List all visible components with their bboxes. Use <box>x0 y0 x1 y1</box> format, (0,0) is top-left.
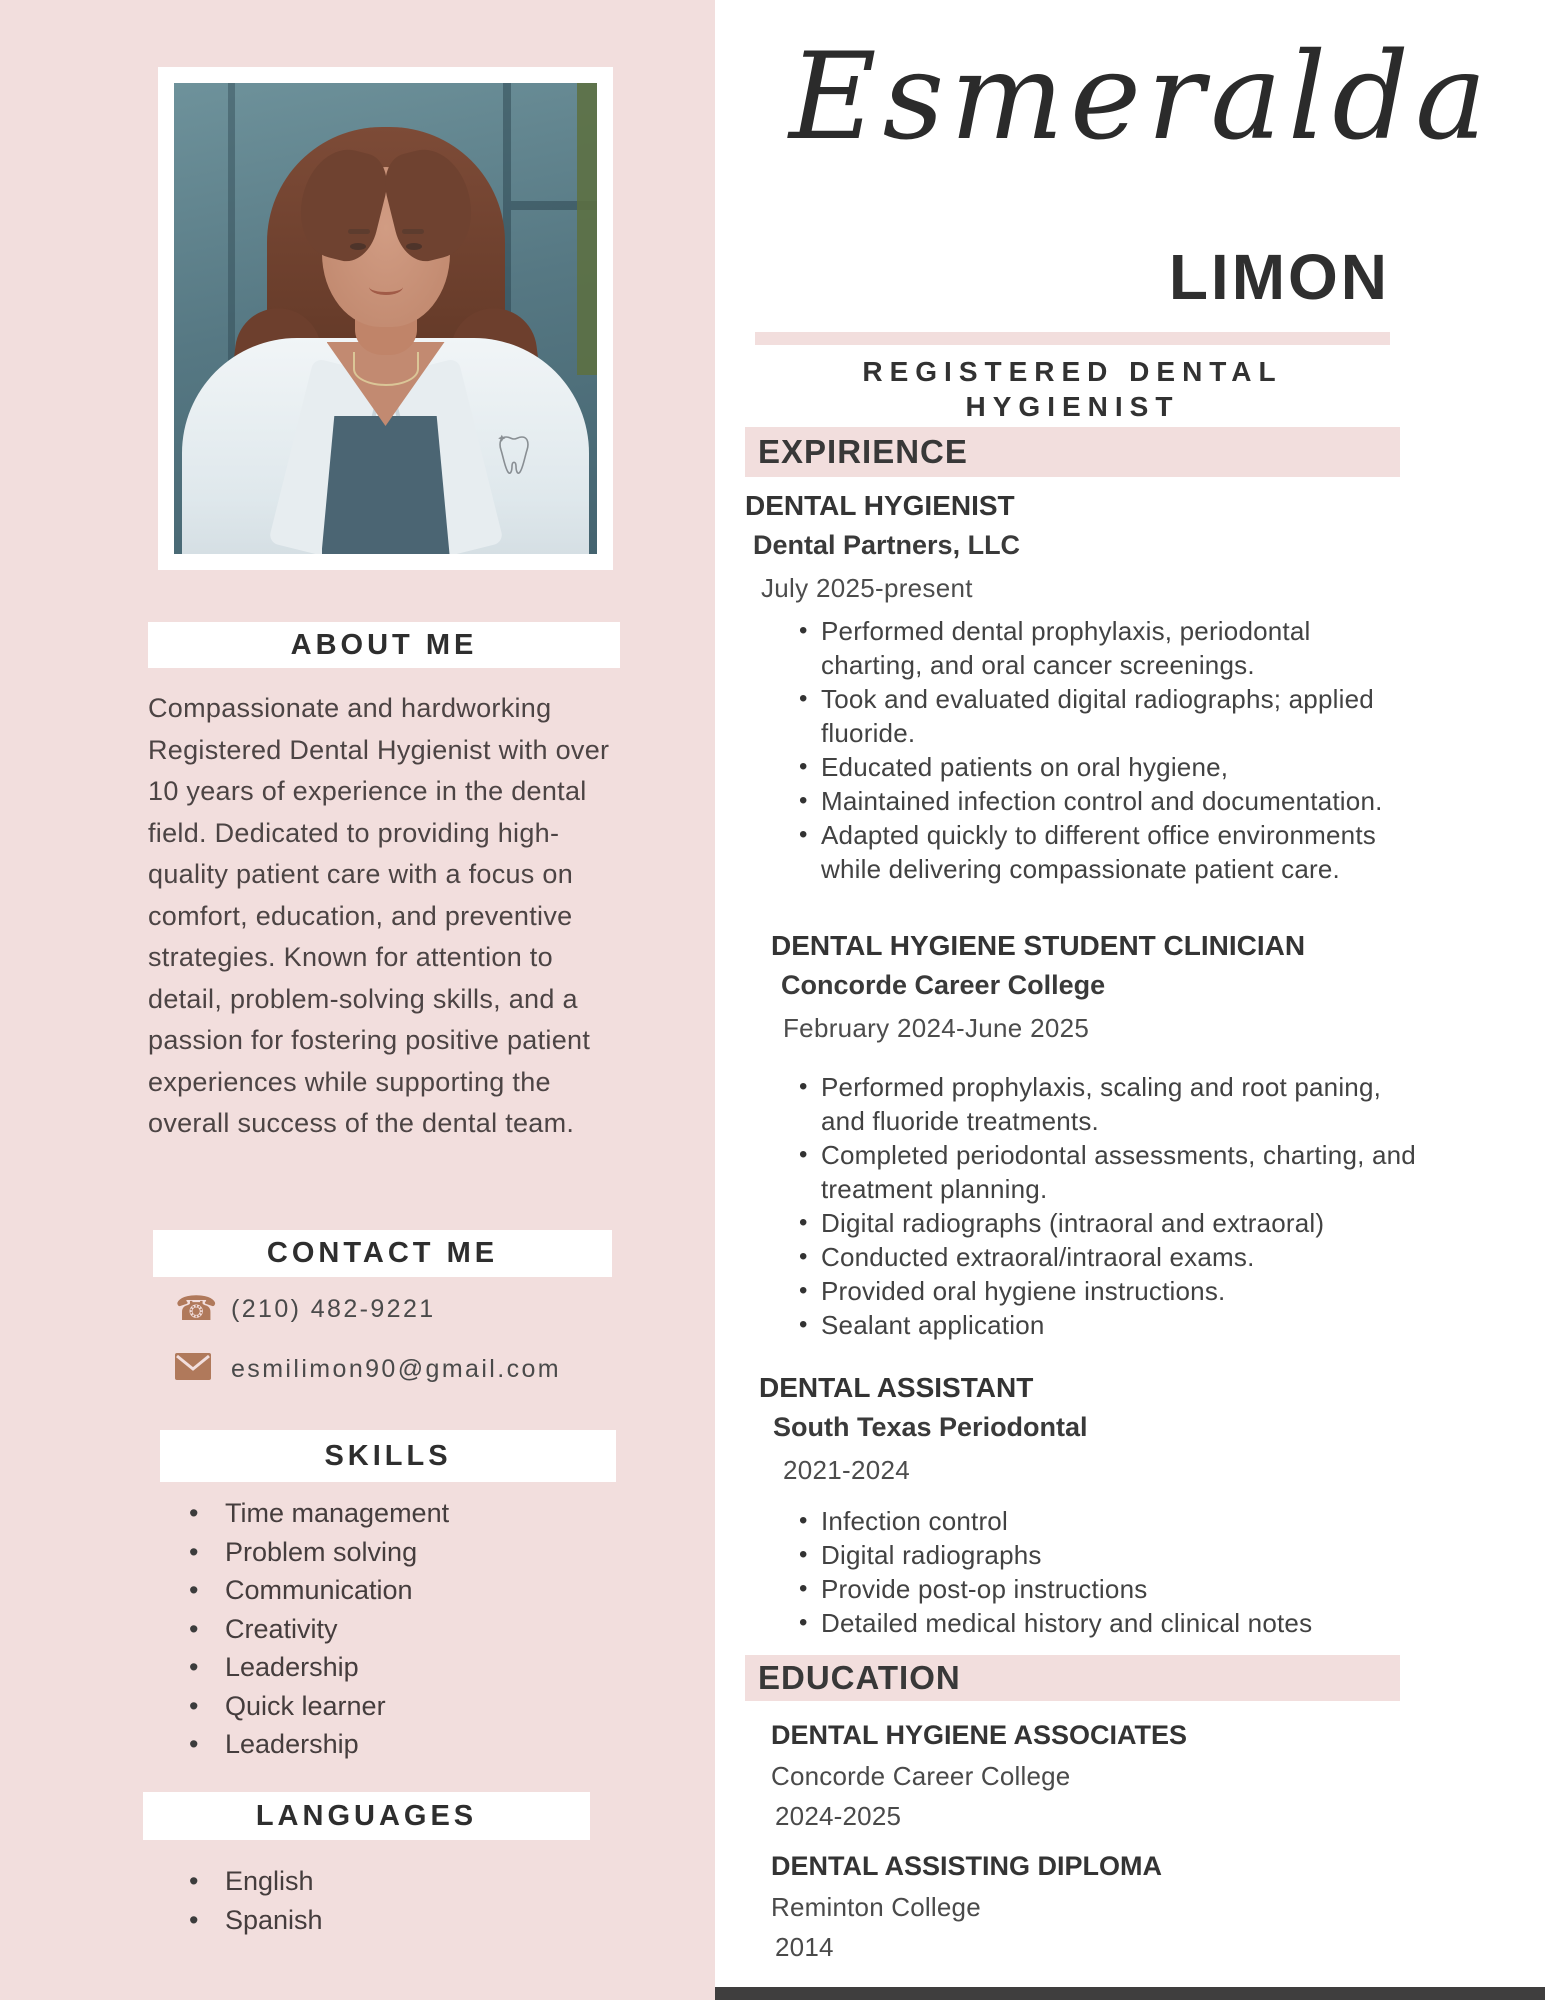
job-bullet: • Digital radiographs (intraoral and extraoral) <box>793 1206 1417 1240</box>
skill-item: • Creativity <box>183 1610 449 1649</box>
job-bullets <box>745 1070 1417 1342</box>
education-school: Reminton College <box>771 1892 981 1922</box>
profile-photo-image <box>174 83 597 554</box>
job-title: DENTAL ASSISTANT <box>759 1372 1034 1403</box>
language-item: • Spanish <box>183 1901 323 1940</box>
job-bullet: • Infection control <box>793 1504 1417 1538</box>
experience-jobs <box>745 490 1417 1640</box>
job-bullets <box>745 1504 1417 1640</box>
job-company: South Texas Periodontal <box>773 1412 1088 1442</box>
about-me-text: Compassionate and hardworking Registered Dental Hygienist with over 10 years of experience in the dental field. Dedicated to providing high-quality patient care with a focus on comfort, education, and preventive strategies. Known for attention to detail, problem-solving skills, and a passion for fostering positive patient experiences while supporting the overall success of the dental team. <box>148 693 610 1138</box>
job-title: DENTAL HYGIENE STUDENT CLINICIAN <box>771 930 1306 961</box>
job-title: DENTAL HYGIENIST <box>745 490 1015 521</box>
education-degree: DENTAL ASSISTING DIPLOMA <box>771 1851 1163 1881</box>
job-bullet: • Sealant application <box>793 1308 1417 1342</box>
job-company: Dental Partners, LLC <box>753 530 1021 560</box>
about-me-header <box>148 622 620 668</box>
job-bullet: • Took and evaluated digital radiographs; applied fluoride. <box>793 682 1417 750</box>
skill-item: • Communication <box>183 1571 449 1610</box>
experience-title: EXPIRIENCE <box>758 433 968 470</box>
education-degree: DENTAL HYGIENE ASSOCIATES <box>771 1720 1188 1750</box>
languages-title: LANGUAGES <box>255 1799 478 1832</box>
skill-item: • Quick learner <box>183 1687 449 1726</box>
last-name: LIMON <box>1168 241 1390 313</box>
phone-number: (210) 482-9221 <box>231 1294 436 1323</box>
education-entry <box>745 1851 1405 1962</box>
experience-job <box>745 490 1417 886</box>
education-dates: 2014 <box>775 1932 834 1962</box>
main-column <box>715 0 1545 2000</box>
job-bullet: • Conducted extraoral/intraoral exams. <box>793 1240 1417 1274</box>
skill-item: • Leadership <box>183 1648 449 1687</box>
education-section-header <box>745 1655 1400 1701</box>
phone-icon: ☎ <box>175 1290 218 1328</box>
role-line-1: REGISTERED DENTAL <box>862 356 1283 387</box>
languages-header <box>143 1792 590 1840</box>
job-dates: 2021-2024 <box>783 1455 911 1485</box>
skills-header <box>160 1430 616 1482</box>
job-dates: February 2024-June 2025 <box>783 1013 1090 1043</box>
phone-row <box>175 1292 655 1326</box>
job-bullet: • Performed prophylaxis, scaling and root paning, and fluoride treatments. <box>793 1070 1417 1138</box>
sidebar <box>0 0 715 2000</box>
education-title: EDUCATION <box>758 1659 961 1696</box>
rdh-tooth-logo-icon <box>497 434 531 476</box>
job-bullet: • Provided oral hygiene instructions. <box>793 1274 1417 1308</box>
experience-section-header <box>745 427 1400 477</box>
role-line-2: HYGIENIST <box>965 391 1180 422</box>
language-item: • English <box>183 1862 323 1901</box>
job-bullet: • Provide post-op instructions <box>793 1572 1417 1606</box>
experience-job <box>745 930 1417 1342</box>
skill-item: • Leadership <box>183 1725 449 1764</box>
skill-item: • Problem solving <box>183 1533 449 1572</box>
footer-bar <box>715 1987 1545 2000</box>
education-school: Concorde Career College <box>771 1761 1071 1791</box>
envelope-icon <box>175 1352 215 1386</box>
first-name: Esmeralda <box>789 28 1493 167</box>
education-dates: 2024-2025 <box>775 1801 902 1831</box>
job-bullet: • Adapted quickly to different office environments while delivering compassionate patient care. <box>793 818 1417 886</box>
languages-list <box>183 1862 323 1939</box>
job-dates: July 2025-present <box>761 573 973 603</box>
profile-photo <box>158 67 613 570</box>
job-bullet: • Completed periodontal assessments, charting, and treatment planning. <box>793 1138 1417 1206</box>
skills-title: SKILLS <box>324 1439 452 1472</box>
email-address: esmilimon90@gmail.com <box>231 1354 562 1383</box>
job-role-subtitle <box>755 354 1390 424</box>
about-me-title: ABOUT ME <box>290 628 478 661</box>
skills-list <box>183 1494 449 1764</box>
job-bullet: • Educated patients on oral hygiene, <box>793 750 1417 784</box>
experience-job <box>745 1372 1417 1640</box>
contact-me-title: CONTACT ME <box>266 1237 499 1269</box>
email-row <box>175 1352 655 1386</box>
job-company: Concorde Career College <box>781 970 1106 1000</box>
skill-item: • Time management <box>183 1494 449 1533</box>
education-entries <box>745 1720 1405 1962</box>
name-divider <box>755 332 1390 345</box>
job-bullets <box>745 614 1417 886</box>
job-bullet: • Performed dental prophylaxis, periodontal charting, and oral cancer screenings. <box>793 614 1417 682</box>
contact-me-header <box>153 1230 612 1277</box>
contact-rows <box>175 1292 655 1412</box>
job-bullet: • Detailed medical history and clinical notes <box>793 1606 1417 1640</box>
education-entry <box>745 1720 1405 1831</box>
job-bullet: • Digital radiographs <box>793 1538 1417 1572</box>
job-bullet: • Maintained infection control and documentation. <box>793 784 1417 818</box>
